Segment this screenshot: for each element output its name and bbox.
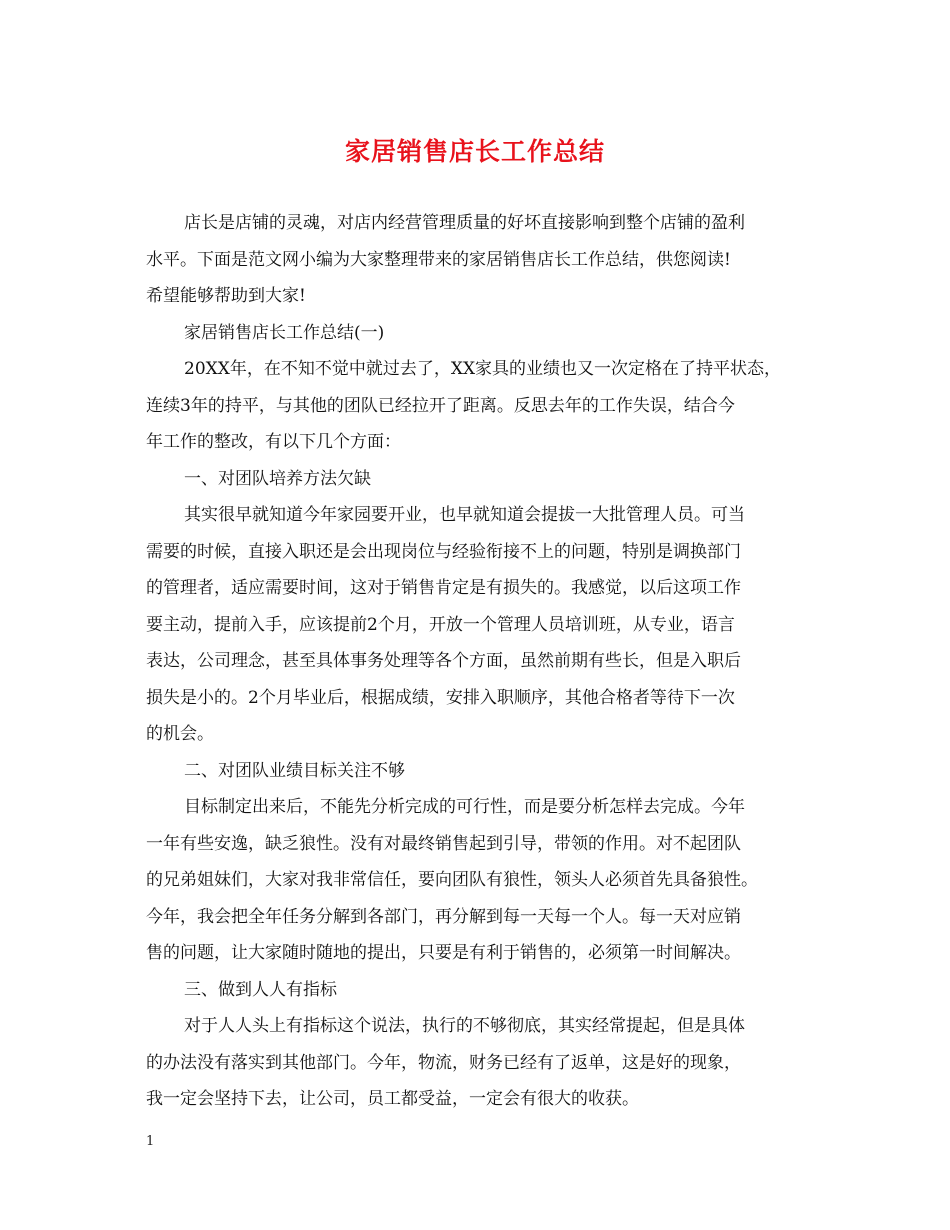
text-line: 的管理者，适应需要时间，这对于销售肯定是有损失的。我感觉，以后这项工作 — [146, 578, 741, 598]
text-line: 需要的时候，直接入职还是会出现岗位与经验衔接不上的问题，特别是调换部门 — [146, 541, 741, 562]
text-line: 的机会。 — [146, 724, 214, 744]
text-line: 今年，我会把全年任务分解到各部门，再分解到每一天每一个人。每一天对应销 — [146, 906, 741, 927]
text-line: 损失是小的。2个月毕业后，根据成绩，安排入职顺序，其他合格者等待下一次 — [146, 687, 735, 708]
text-line: 我一定会坚持下去，让公司，员工都受益，一定会有很大的收获。 — [146, 1089, 639, 1109]
text-line: 目标制定出来后，不能先分析完成的可行性，而是要分析怎样去完成。今年 — [184, 797, 745, 817]
text-line: 一、对团队培养方法欠缺 — [184, 468, 371, 489]
document-body — [146, 205, 816, 1118]
text-line: 售的问题，让大家随时随地的提出，只要是有利于销售的，必须第一时间解决。 — [146, 943, 741, 963]
text-line: 一年有些安逸，缺乏狼性。没有对最终销售起到引导，带领的作用。对不起团队 — [146, 833, 741, 854]
text-line: 连续3年的持平，与其他的团队已经拉开了距离。反思去年的工作失误，结合今 — [146, 395, 735, 416]
text-line: 店长是店铺的灵魂，对店内经营管理质量的好坏直接影响到整个店铺的盈利 — [184, 213, 745, 233]
text-line: 其实很早就知道今年家园要开业，也早就知道会提拔一大批管理人员。可当 — [184, 505, 745, 525]
text-line: 要主动，提前入手，应该提前2个月，开放一个管理人员培训班，从专业，语言 — [146, 614, 735, 635]
text-line: 表达，公司理念，甚至具体事务处理等各个方面，虽然前期有些长，但是入职后 — [146, 651, 741, 671]
text-line: 希望能够帮助到大家! — [146, 286, 306, 306]
text-line: 水平。下面是范文网小编为大家整理带来的家居销售店长工作总结，供您阅读! — [146, 249, 731, 270]
text-line: 的办法没有落实到其他部门。今年，物流，财务已经有了返单，这是好的现象， — [146, 1052, 741, 1073]
text-line: 家居销售店长工作总结(一) — [184, 322, 385, 343]
document-title: 家居销售店长工作总结 — [344, 137, 605, 166]
text-line: 对于人人头上有指标这个说法，执行的不够彻底，其实经常提起，但是具体 — [184, 1016, 745, 1036]
text-line: 三、做到人人有指标 — [184, 979, 337, 1000]
text-line: 年工作的整改，有以下几个方面： — [146, 432, 401, 452]
text-line: 20XX年，在不知不觉中就过去了，XX家具的业绩也又一次定格在了持平状态， — [184, 359, 782, 379]
page-number: 1 — [146, 1134, 155, 1149]
text-line: 的兄弟姐妹们，大家对我非常信任，要向团队有狼性，领头人必须首先具备狼性。 — [146, 870, 758, 890]
text-line: 二、对团队业绩目标关注不够 — [184, 760, 405, 781]
